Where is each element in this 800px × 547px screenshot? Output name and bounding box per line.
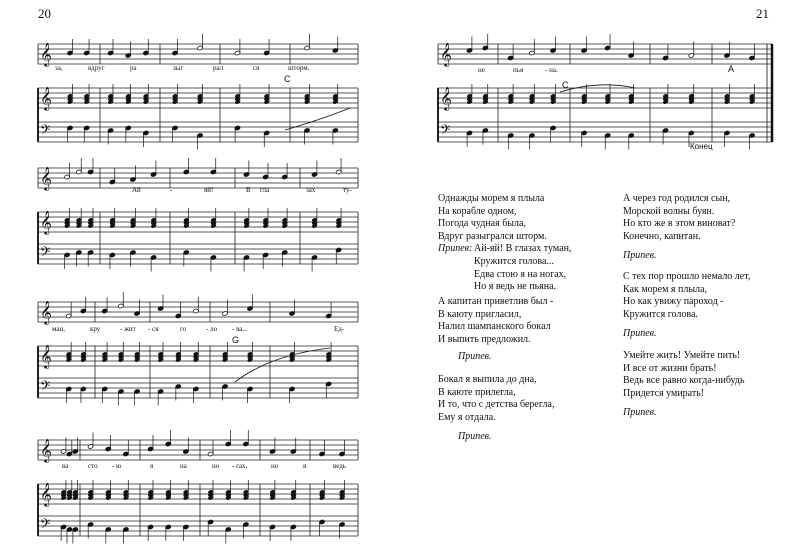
- verse-line: На корабле одном,: [438, 205, 517, 217]
- verse-line: Но кто же в этом виноват?: [623, 218, 736, 230]
- verse-4: [623, 193, 735, 243]
- chord-label: C: [562, 80, 569, 90]
- verse-line: Однажды морем я плыла: [438, 193, 545, 204]
- verse-3: [438, 374, 554, 424]
- treble-clef-icon: 𝄞: [40, 482, 52, 506]
- chorus-ref: Припев.: [623, 328, 657, 339]
- verse-line: Ему я отдала.: [438, 411, 496, 423]
- verse-line: Вдруг разыгрался шторм.: [438, 230, 547, 242]
- verse-line: А капитан приветлив был -: [438, 296, 554, 307]
- verse-1: [438, 193, 571, 294]
- lyric-syllable: - ю: [112, 462, 122, 470]
- lyric-syllable: я: [303, 462, 307, 470]
- treble-clef-icon: 𝄞: [440, 86, 452, 110]
- treble-clef-icon: 𝄞: [40, 86, 52, 110]
- lyric-syllable: го: [180, 325, 187, 333]
- verse-line: Кружится голова.: [623, 308, 698, 320]
- verse-line: Едва стою я на ногах,: [474, 268, 567, 280]
- treble-clef-icon: 𝄞: [40, 42, 52, 66]
- lyric-syllable: шторм.: [288, 64, 310, 72]
- right-page: [400, 0, 800, 547]
- verse-line: А через год родился сын,: [623, 193, 731, 204]
- verse-line: Погода чудная была,: [438, 218, 526, 230]
- lyric-syllable: Ед-: [334, 325, 345, 333]
- verse-line: И то, что с детства берегла,: [438, 399, 555, 411]
- verse-line: В каюте прилегла,: [438, 386, 516, 398]
- verse-line: Но я ведь не пьяна.: [474, 281, 557, 293]
- verse-line: С тех пор прошло немало лет,: [623, 271, 751, 282]
- lyric-syllable: ся: [253, 64, 260, 72]
- verse-line: Как морем я плыла,: [623, 283, 708, 295]
- lyric-syllable: ва: [62, 462, 69, 470]
- verse-5: [623, 271, 750, 321]
- lyric-syllable: - ло: [206, 325, 218, 333]
- page-number: 20: [38, 6, 51, 21]
- treble-clef-icon: 𝄞: [40, 166, 52, 190]
- bass-clef-icon: 𝄢: [40, 378, 51, 397]
- lyric-syllable: кру: [90, 325, 101, 333]
- verse-line: Но как увижу пароход -: [623, 296, 724, 308]
- verse-line: Бокал я выпила до дна,: [438, 374, 537, 385]
- lyric-syllable: ведь: [333, 462, 347, 470]
- lyric-syllable: пья: [513, 66, 524, 74]
- chorus-ref: Припев.: [458, 351, 492, 362]
- treble-clef-icon: 𝄞: [40, 438, 52, 462]
- verse-line: В каюту пригласил,: [438, 308, 522, 320]
- verse-line: Морской волны буян.: [623, 205, 715, 217]
- lyric-syllable: зыг: [173, 64, 184, 72]
- chord-label: G: [232, 335, 240, 345]
- bass-clef-icon: 𝄢: [40, 516, 51, 535]
- lyric-syllable: ту-: [343, 186, 352, 194]
- lyric-syllable: - гах,: [232, 462, 248, 470]
- lyric-syllable: - жит: [120, 325, 136, 333]
- bass-clef-icon: 𝄢: [40, 244, 51, 263]
- lyric-syllable: - на.: [545, 66, 558, 74]
- lyric-syllable: ра: [130, 64, 137, 72]
- chord-label: C: [284, 74, 291, 84]
- verse-6: [623, 350, 745, 400]
- verse-line: И все от жизни брать!: [623, 362, 717, 374]
- lyric-syllable: за,: [55, 64, 63, 72]
- lyric-syllable: Ай: [132, 186, 141, 194]
- verse-line: Ай-яй! В глазах туман,: [474, 243, 572, 255]
- lyric-syllable: рал: [213, 64, 224, 72]
- chorus-label: Припев:: [438, 243, 473, 255]
- slur-curve: [560, 85, 635, 92]
- lyric-syllable: я: [150, 462, 154, 470]
- lyric-syllable: -: [170, 186, 173, 194]
- chorus-ref: Припев.: [623, 407, 657, 418]
- treble-clef-icon: 𝄞: [40, 210, 52, 234]
- verse-line: Налил шампанского бокал: [438, 321, 551, 333]
- verse-2: [438, 296, 553, 346]
- verse-line: И выпить предложил.: [438, 333, 531, 345]
- lyric-syllable: В: [246, 186, 251, 194]
- chorus-ref: Припев.: [458, 431, 492, 442]
- bass-clef-icon: 𝄢: [440, 122, 451, 141]
- bass-clef-icon: 𝄢: [40, 122, 51, 141]
- lyric-syllable: яй!: [204, 186, 214, 194]
- lyric-syllable: сто: [88, 462, 98, 470]
- end-marker: Конец: [690, 142, 713, 151]
- lyric-syllable: не: [478, 66, 485, 74]
- chorus-first-line: [438, 243, 571, 256]
- verse-line: Придется умирать!: [623, 387, 705, 399]
- lyric-syllable: но: [271, 462, 279, 470]
- verse-line: Умейте жить! Умейте пить!: [623, 350, 741, 361]
- chorus-ref: Припев.: [623, 250, 657, 261]
- lyric-syllable: но: [212, 462, 220, 470]
- lyric-syllable: ман,: [52, 325, 65, 333]
- treble-clef-icon: 𝄞: [40, 344, 52, 368]
- verse-line: Кружится голова...: [474, 255, 554, 267]
- lyric-syllable: на: [180, 462, 187, 470]
- lyric-syllable: - ва...: [232, 325, 248, 333]
- lyric-syllable: - ся: [148, 325, 159, 333]
- chord-label: A: [728, 64, 735, 74]
- treble-clef-icon: 𝄞: [40, 300, 52, 324]
- lyric-syllable: вдруг: [88, 64, 105, 72]
- verse-line: Конечно, капитан.: [623, 230, 701, 242]
- treble-clef-icon: 𝄞: [440, 42, 452, 66]
- lyric-syllable: зах: [306, 186, 316, 194]
- verse-line: Ведь все равно когда-нибудь: [623, 375, 745, 387]
- lyric-syllable: гла: [260, 186, 270, 194]
- page-number: 21: [756, 6, 769, 21]
